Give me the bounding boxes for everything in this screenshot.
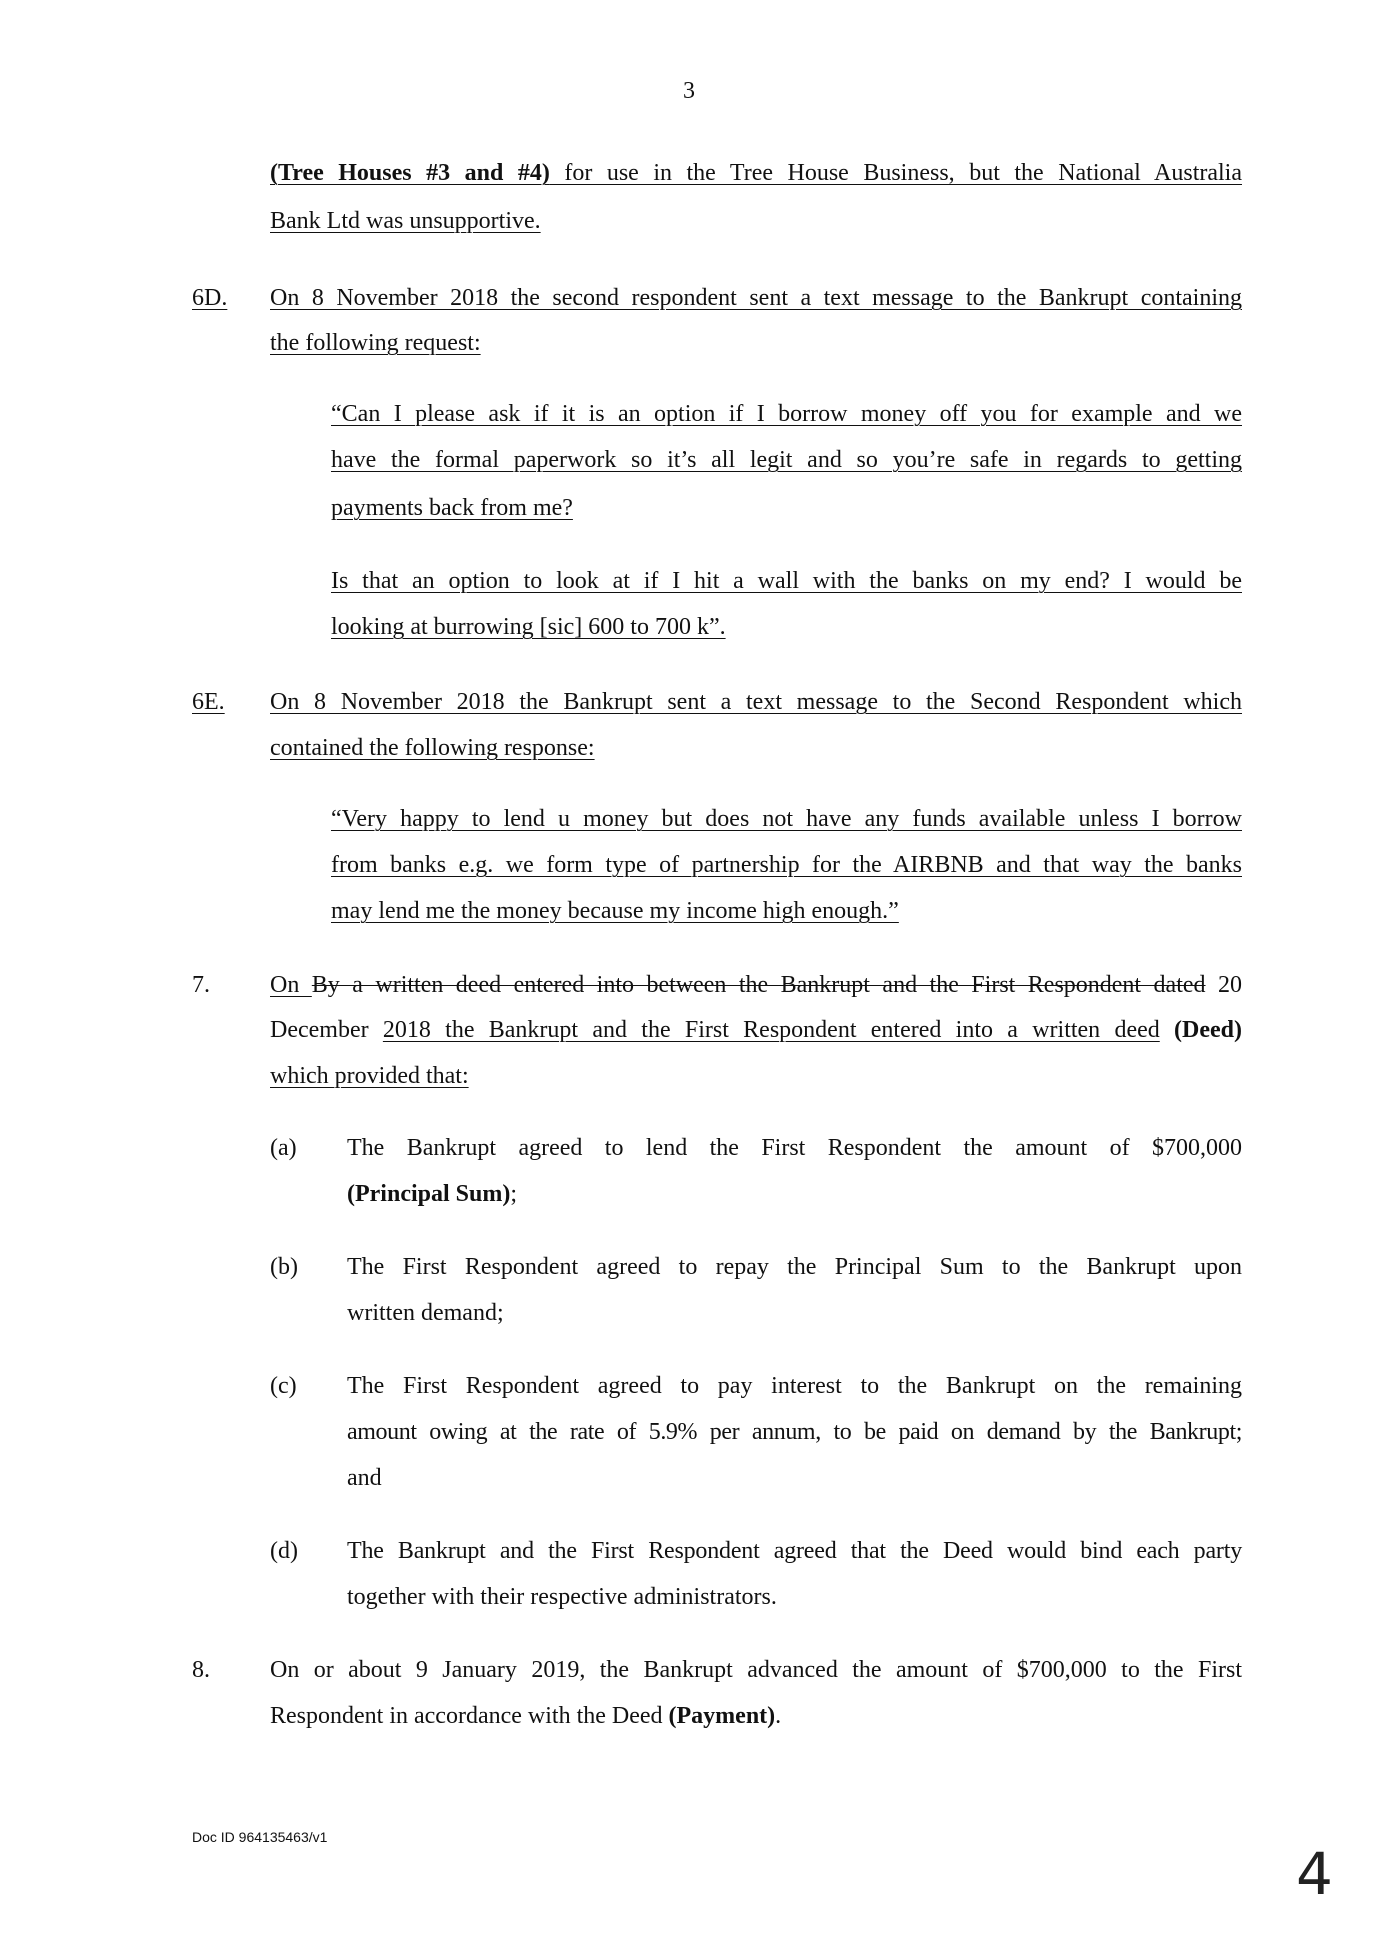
item-a-line-2 — [347, 1179, 517, 1209]
para-6d-quote-line-5: looking at burrowing [sic] 600 to 700 k”. — [331, 614, 726, 640]
item-a-line-2-end: ; — [510, 1181, 518, 1207]
para-7-inserted-text: On — [270, 972, 312, 998]
para-7-line-1-end: 20 — [1205, 972, 1243, 998]
item-d-line-2: together with their respective administrators. — [347, 1584, 777, 1610]
item-d-line-1: The Bankrupt and the First Respondent agreed that the Deed would bind each party — [347, 1538, 1242, 1564]
para-8-line-2-end: . — [775, 1703, 782, 1729]
para-6d-line-2: the following request: — [270, 330, 481, 356]
para-6e-line-2: contained the following response: — [270, 735, 595, 761]
item-b-line-2: written demand; — [347, 1300, 504, 1326]
item-a-marker: (a) — [270, 1135, 297, 1161]
para-7-marker: 7. — [192, 972, 210, 998]
page-number: 3 — [683, 78, 695, 104]
item-c-line-3: and — [347, 1465, 382, 1491]
para-8-line-2 — [270, 1701, 781, 1731]
para-7-line-3: which provided that: — [270, 1063, 469, 1089]
para-7-line-2-start: December — [270, 1017, 383, 1043]
para-6c-line-2: Bank Ltd was unsupportive. — [270, 208, 541, 234]
item-d-marker: (d) — [270, 1538, 298, 1564]
para-6d-line-1: On 8 November 2018 the second respondent sent a text message to the Bankrupt containing — [270, 285, 1242, 311]
payment-defined-term: (Payment) — [668, 1703, 776, 1729]
para-8-line-1: On or about 9 January 2019, the Bankrupt advanced the amount of $700,000 to the First — [270, 1657, 1242, 1683]
para-6d-quote-line-1: “Can I please ask if it is an option if I borrow money off you for example and we — [331, 401, 1242, 427]
para-6e-quote-line-1: “Very happy to lend u money but does not have any funds available unless I borrow — [331, 806, 1242, 832]
item-c-line-1: The First Respondent agreed to pay interest to the Bankrupt on the remaining — [347, 1373, 1242, 1399]
para-6e-quote-line-3: may lend me the money because my income high enough.” — [331, 898, 899, 924]
deed-defined-term: (Deed) — [1159, 1017, 1243, 1043]
para-7-line-2 — [270, 1015, 1242, 1045]
para-6e-marker: 6E. — [192, 689, 225, 715]
item-a-line-1: The Bankrupt agreed to lend the First Respondent the amount of $700,000 — [347, 1135, 1242, 1161]
para-8-marker: 8. — [192, 1657, 210, 1683]
para-6d-quote-line-2: have the formal paperwork so it’s all legit and so you’re safe in regards to getting — [331, 447, 1242, 473]
item-b-line-1: The First Respondent agreed to repay the Principal Sum to the Bankrupt upon — [347, 1254, 1242, 1280]
item-c-line-2: amount owing at the rate of 5.9% per annum, to be paid on demand by the Bankrupt; — [347, 1419, 1242, 1445]
para-6d-quote-line-3: payments back from me? — [331, 495, 573, 521]
handwritten-page-number: 4 — [1296, 1840, 1333, 1908]
para-6e-quote-line-2: from banks e.g. we form type of partnership for the AIRBNB and that way the banks — [331, 852, 1242, 878]
para-8-line-2-start: Respondent in accordance with the Deed — [270, 1703, 669, 1729]
para-6d-marker: 6D. — [192, 285, 228, 311]
doc-id: Doc ID 964135463/v1 — [192, 1829, 328, 1845]
item-b-marker: (b) — [270, 1254, 298, 1280]
para-6c-line-1-rest: for use in the Tree House Business, but the National Australia — [549, 160, 1242, 186]
para-7-deleted-text: By a written deed entered into between the Bankrupt and the First Respondent dated — [311, 972, 1206, 998]
para-7-line-1 — [270, 970, 1242, 1000]
para-7-line-2-inserted: 2018 the Bankrupt and the First Respondent entered into a written deed — [382, 1017, 1160, 1043]
item-c-marker: (c) — [270, 1373, 297, 1399]
para-6d-quote-line-4: Is that an option to look at if I hit a wall with the banks on my end? I would be — [331, 568, 1242, 594]
para-6c-line-1 — [270, 158, 1242, 188]
para-6e-line-1: On 8 November 2018 the Bankrupt sent a text message to the Second Respondent which — [270, 689, 1242, 715]
principal-sum-defined-term: (Principal Sum) — [347, 1181, 511, 1207]
tree-houses-defined-term: (Tree Houses #3 and #4) — [270, 160, 550, 186]
